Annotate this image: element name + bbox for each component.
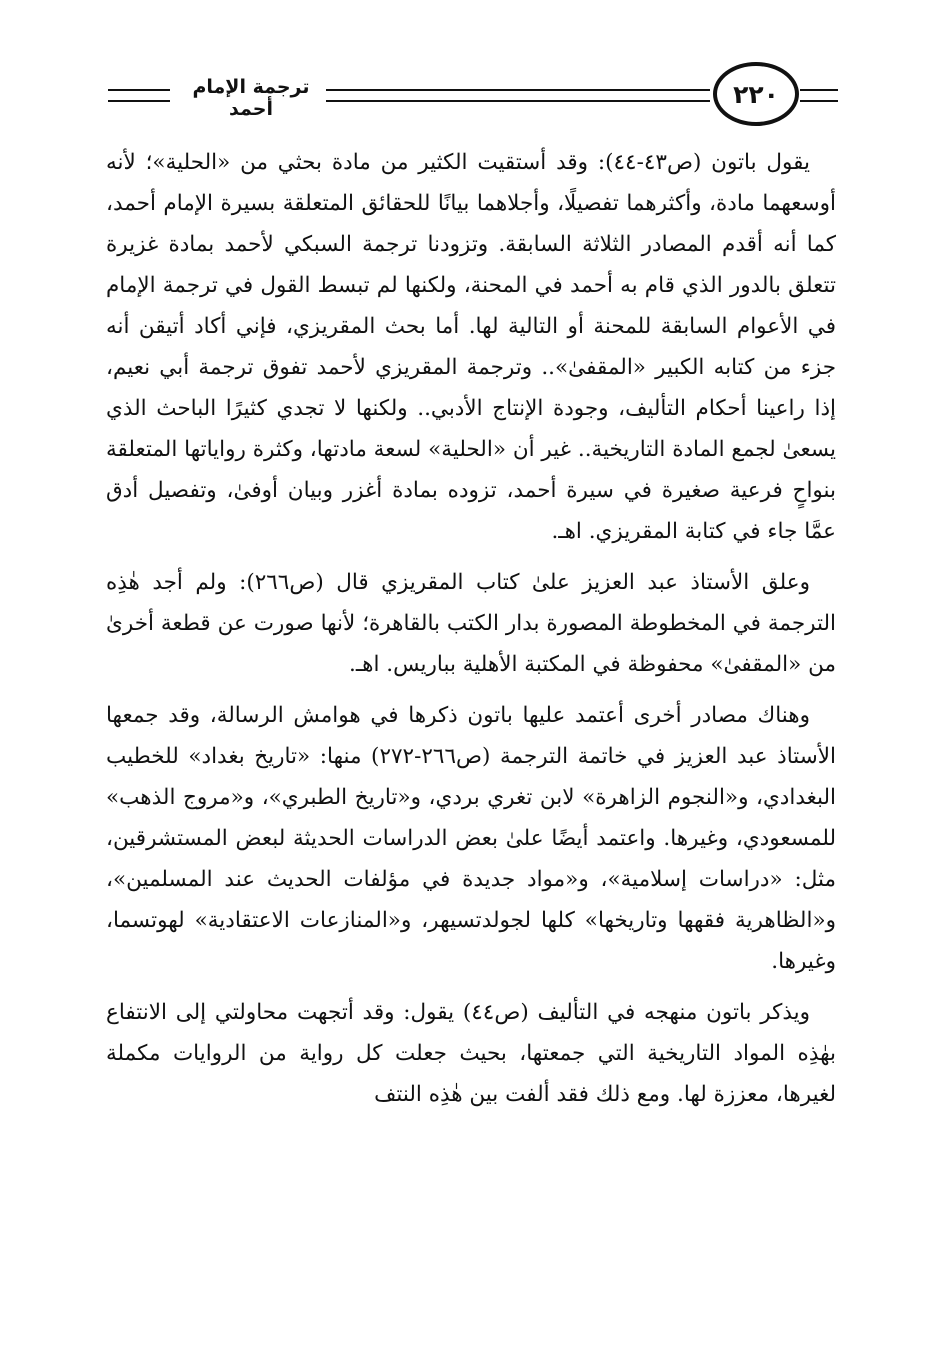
running-title: ترجمة الإمام أحمد [192, 76, 310, 120]
header-rule-left-outer [108, 89, 170, 102]
header-rule-left-inner [326, 89, 710, 102]
page-header [98, 62, 838, 132]
header-rule-right [800, 89, 838, 102]
paragraph-4: ويذكر باتون منهجه في التأليف (ص٤٤) يقول: وقد أتجهت محاولتي إلى الانتفاع بهٰذِه المواد التاريخية التي جمعتها، بحيث جعلت كل رواية من الروايات مكملة لغيرها، معززة لها. ومع ذلك فقد ألفت بين هٰذِه النتف [106, 1000, 836, 1107]
page-number: ٢٢٠ [713, 62, 799, 126]
page-body [106, 142, 836, 1125]
paragraph-1: يقول باتون (ص٤٣-٤٤): وقد أستقيت الكثير من مادة بحثي من «الحلية»؛ لأنه أوسعهما مادة، وأكثرهما تفصيلًا، وأجلاهما بيانًا للحقائق المتعلقة بسيرة الإمام أحمد، كما أنه أقدم المصادر الثلاثة السابقة. وتزودنا ترجمة السبكي لأحمد بمادة غزيرة تتعلق بالدور الذي قام به أحمد في المحنة، ولكنها لم تبسط القول في ترجمة الإمام في الأعوام السابقة للمحنة أو التالية لها. أما بحث المقريزي، فإني أكاد أتيقن أنه جزء من كتابه الكبير «المقفىٰ».. وترجمة المقريزي لأحمد تفوق ترجمة أبي نعيم، إذا راعينا أحكام التأليف، وجودة الإنتاج الأدبي.. ولكنها لا تجدي كثيرًا الباحث الذي يسعىٰ لجمع المادة التاريخية.. غير أن «الحلية» لسعة مادتها، وكثرة رواياتها المتعلقة بنواحٍ فرعية صغيرة في سيرة أحمد، تزوده بمادة أغزر وبيان أوفىٰ، وتفصيل أدق عمَّا جاء في كتابة المقريزي. اهـ. [106, 150, 836, 544]
paragraph-2: وعلق الأستاذ عبد العزيز علىٰ كتاب المقريزي قال (ص٢٦٦): ولم أجد هٰذِه الترجمة في المخطوطة المصورة بدار الكتب بالقاهرة؛ لأنها صورت عن قطعة أخرىٰ من «المقفىٰ» محفوظة في المكتبة الأهلية بباريس. اهـ. [106, 570, 836, 677]
paragraph-3: وهناك مصادر أخرى أعتمد عليها باتون ذكرها في هوامش الرسالة، وقد جمعها الأستاذ عبد العزيز في خاتمة الترجمة (ص٢٦٦-٢٧٢) منها: «تاريخ بغداد» للخطيب البغدادي، و«النجوم الزاهرة» لابن تغري بردي، و«تاريخ الطبري»، و«مروج الذهب» للمسعودي، وغيرها. واعتمد أيضًا علىٰ بعض الدراسات الحديثة لبعض المستشرقين، مثل: «دراسات إسلامية»، و«مواد جديدة في مؤلفات الحديث عند المسلمين»، و«الظاهرية فقهها وتاريخها» كلها لجولدتسيهر، و«المنازعات الاعتقادية» لهوتسما، وغيرها. [106, 703, 836, 974]
